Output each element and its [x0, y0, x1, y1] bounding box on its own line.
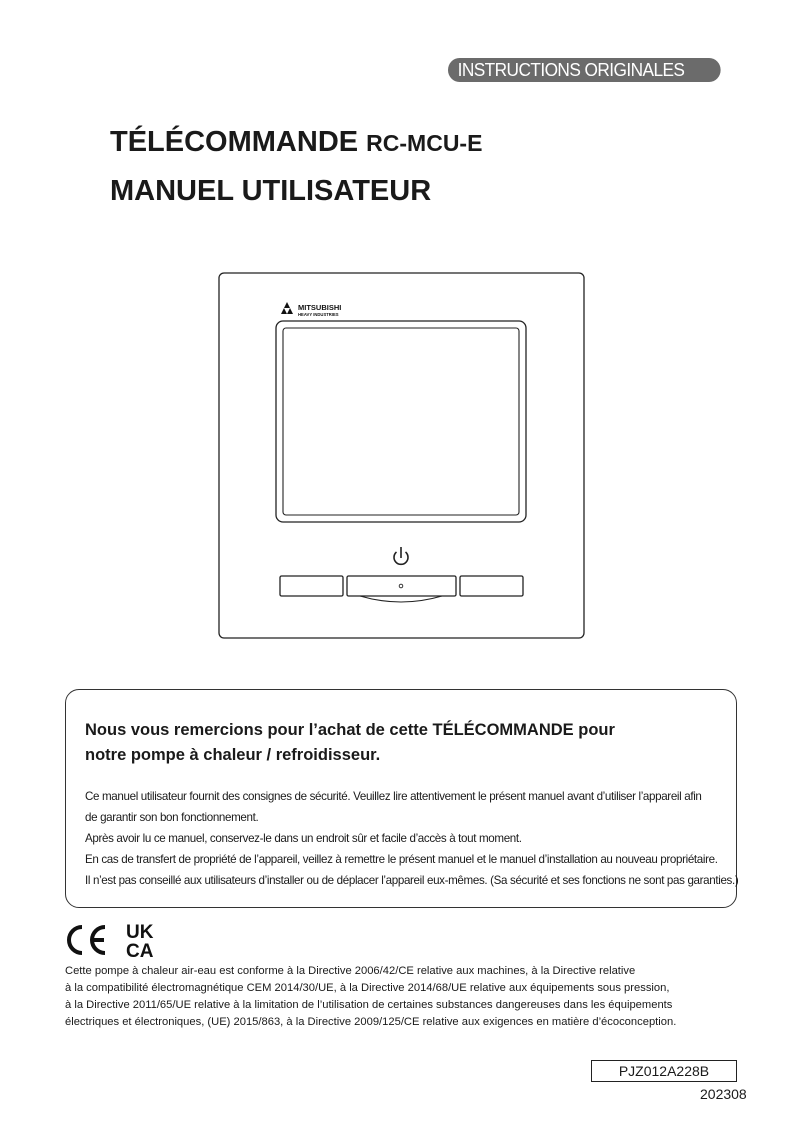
title-main: TÉLÉCOMMANDE	[110, 126, 359, 158]
notice-line: de garantir son bon fonctionnement.	[85, 811, 259, 824]
conformity-line: à la Directive 2011/65/UE relative à la limitation de l’utilisation de certaines substances dangereuses dans les équipements	[65, 999, 673, 1011]
instructions-badge: INSTRUCTIONS ORIGINALES	[448, 58, 721, 82]
ukca-bottom: CA	[126, 941, 154, 961]
ukca-top: UK	[126, 922, 154, 943]
right-button	[460, 576, 523, 596]
ce-mark-icon	[69, 927, 105, 953]
center-button	[347, 576, 456, 596]
publication-date: 202308	[700, 1086, 747, 1102]
notice-heading-line: Nous vous remercions pour l’achat de cette TÉLÉCOMMANDE pour	[85, 721, 615, 739]
notice-heading	[85, 718, 725, 768]
notice-line: Ce manuel utilisateur fournit des consignes de sécurité. Veuillez lire attentivement le présent manuel avant d’utiliser l’appareil afin	[85, 790, 702, 803]
notice-line: En cas de transfert de propriété de l’appareil, veillez à remettre le présent manuel et le manuel d’installation au nouveau propriétaire.	[85, 853, 718, 866]
brand-name: MITSUBISHI	[298, 303, 342, 312]
conformity-line: Cette pompe à chaleur air-eau est conforme à la Directive 2006/42/CE relative aux machines, à la Directive relative	[65, 965, 636, 977]
notice-line: Après avoir lu ce manuel, conservez-le dans un endroit sûr et facile d’accès à tout moment.	[85, 832, 522, 845]
thank-you-notice	[65, 689, 737, 908]
title-model: RC-MCU-E	[366, 130, 483, 156]
left-button	[280, 576, 343, 596]
ukca-mark-icon	[126, 922, 154, 961]
page-subtitle: MANUEL UTILISATEUR	[110, 175, 432, 207]
brand-subline: HEAVY INDUSTRIES	[298, 312, 339, 317]
conformity-statement	[65, 963, 745, 1031]
certification-marks	[62, 921, 172, 961]
notice-line: Il n’est pas conseillé aux utilisateurs d’installer ou de déplacer l’appareil eux-mêmes. (Sa sécurité et ses fonctions ne sont pas garanties.)	[85, 874, 739, 887]
conformity-line: électriques et électroniques, (UE) 2015/863, à la Directive 2009/125/CE relative aux exigences en matière d’écoconception.	[65, 1016, 677, 1028]
screen	[283, 328, 519, 515]
document-reference: PJZ012A228B	[591, 1060, 737, 1082]
notice-body	[85, 786, 739, 891]
notice-heading-line: notre pompe à chaleur / refroidisseur.	[85, 746, 381, 764]
conformity-line: à la compatibilité électromagnétique CEM 2014/30/UE, à la Directive 2014/68/UE relative aux équipements sous pression,	[65, 982, 670, 994]
